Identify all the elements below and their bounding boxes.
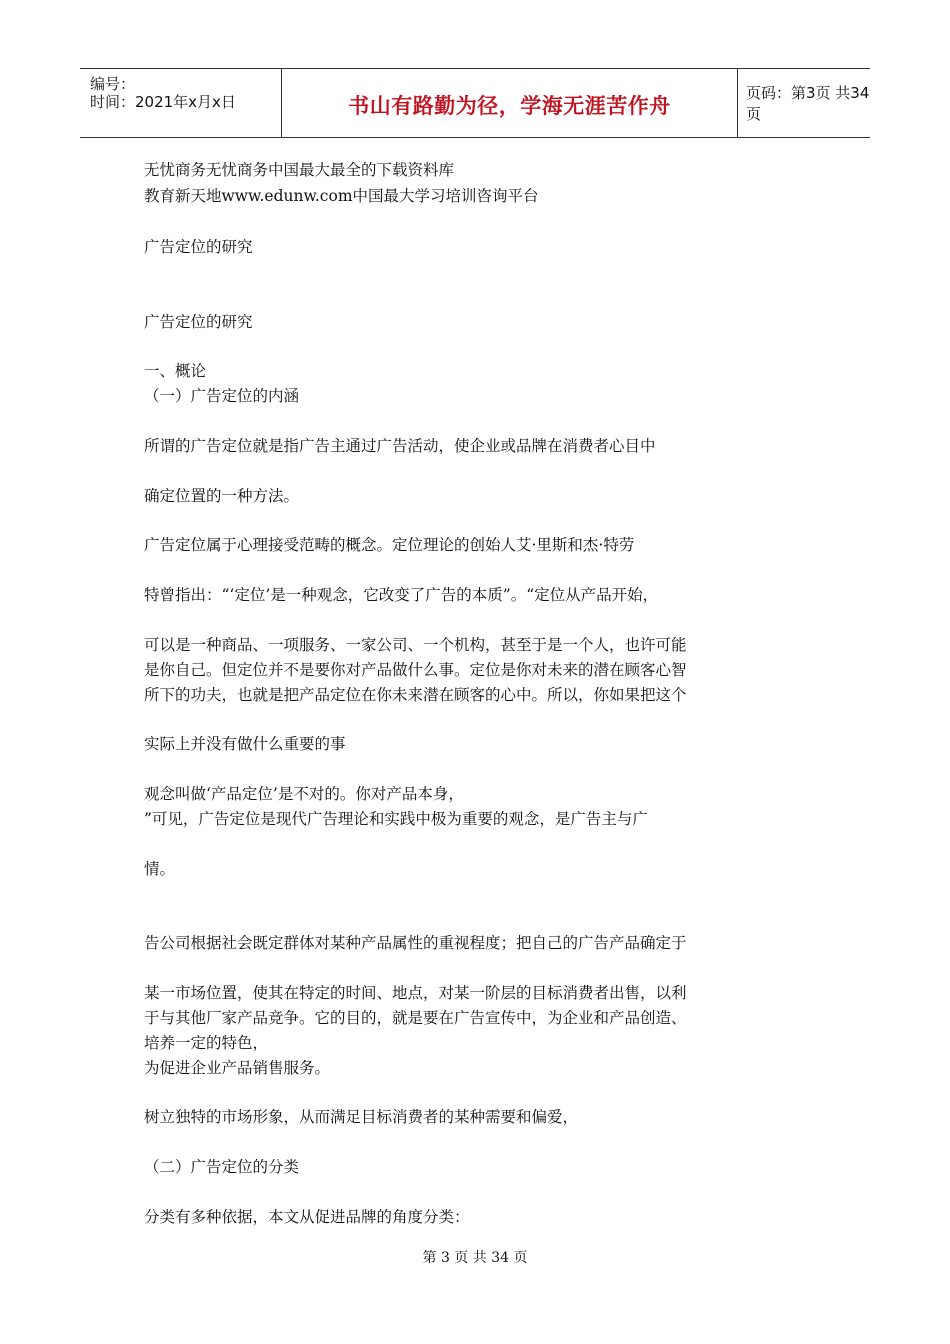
header-meta — [80, 69, 280, 137]
body-line: 确定位置的一种方法。 — [144, 487, 300, 505]
body-line: 可以是一种商品、一项服务、一家公司、一个机构，甚至于是一个人，也许可能 — [144, 636, 687, 654]
body-line: 实际上并没有做什么重要的事 — [144, 735, 346, 753]
body-line: 培养一定的特色， — [144, 1034, 269, 1052]
body-line: （一）广告定位的内涵 — [144, 387, 300, 405]
body-line: 情。 — [144, 860, 176, 878]
body-line: ”可见，广告定位是现代广告理论和实践中极为重要的观念，是广告主与广 — [144, 810, 648, 828]
body-line: 特曾指出：“‘定位’是一种观念，它改变了广告的本质”。“定位从产品开始， — [144, 586, 659, 604]
body-line: 告公司根据社会既定群体对某种产品属性的重视程度；把自己的广告产品确定于 — [144, 934, 687, 952]
doc-time-label: 时间：2021年x月x日 — [90, 93, 236, 111]
body-line: 一、概论 — [144, 362, 207, 380]
header-motto-cell — [281, 69, 738, 137]
body-line: 是你自己。但定位并不是要你对产品做什么事。定位是你对未来的潜在顾客心智 — [144, 661, 687, 679]
page-header — [80, 68, 870, 138]
body-line: 树立独特的市场形象，从而满足目标消费者的某种需要和偏爱， — [144, 1108, 579, 1126]
body-line: 所谓的广告定位就是指广告主通过广告活动，使企业或品牌在消费者心目中 — [144, 437, 656, 455]
body-line: 无忧商务无忧商务中国最大最全的下载资料库 — [144, 161, 455, 179]
body-line: 广告定位的研究 — [144, 238, 253, 256]
page-footer: 第 3 页 共 34 页 — [422, 1250, 528, 1266]
body-line: 观念叫做‘产品定位’是不对的。你对产品本身， — [144, 785, 464, 803]
body-line: 某一市场位置，使其在特定的时间、地点，对某一阶层的目标消费者出售，以利 — [144, 984, 687, 1002]
body-line: （二）广告定位的分类 — [144, 1158, 300, 1176]
body-line: 所下的功夫，也就是把产品定位在你未来潜在顾客的心中。所以，你如果把这个 — [144, 686, 687, 704]
header-page-info-cell — [737, 69, 870, 137]
body-line: 广告定位属于心理接受范畴的概念。定位理论的创始人艾·里斯和杰·特劳 — [144, 536, 635, 554]
body-line: 教育新天地www.edunw.com中国最大学习培训咨询平台 — [144, 187, 539, 205]
body-line: 广告定位的研究 — [144, 313, 253, 331]
body-line: 于与其他厂家产品竞争。它的目的，就是要在广告宣传中，为企业和产品创造、 — [144, 1009, 687, 1027]
header-motto: 书山有路勤为径，学海无涯苦作舟 — [348, 94, 671, 118]
header-page-info: 页码：第3页 共34页 — [746, 84, 870, 123]
body-line: 分类有多种依据，本文从促进品牌的角度分类： — [144, 1208, 470, 1226]
body-line: 为促进企业产品销售服务。 — [144, 1059, 331, 1077]
doc-number-label: 编号： — [90, 75, 136, 93]
